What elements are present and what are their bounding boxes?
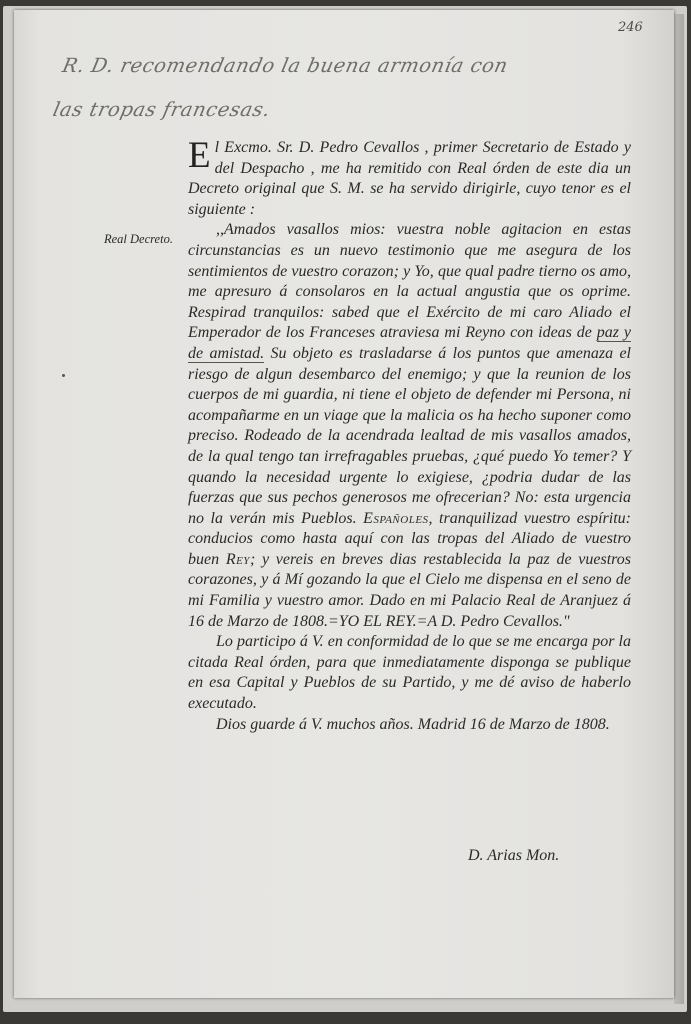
quote-text-1: ,,Amados vasallos mios: vuestra noble agitacion en estas circunstancias es un nuevo testimonio que me asegura de los sentimientos de vuestro corazon; y Yo, que qual padre tierno os amo, me apresuro á consolaros en la actual angustia que os oprime. Respirad tranquilos: sabed que el Exército de mi caro Aliado el Emperador de los Franceses atraviesa mi Reyno con ideas de [188, 221, 631, 342]
paragraph-closing: Dios guarde á V. muchos años. Madrid 16 de Marzo de 1808. [216, 715, 610, 733]
signature: D. Arias Mon. [468, 847, 560, 864]
quote-text-3: , tranquilizad vuestro espíritu: conducios como hasta aquí con las tropas del Aliado de vuestro buen [188, 509, 631, 568]
royal-decree-quote [188, 220, 631, 632]
margin-note: Real Decreto. [104, 232, 173, 246]
ink-speck [62, 374, 65, 377]
decree-intro [188, 135, 631, 220]
handwritten-line-1: R. D. recomendando la buena armonía con [60, 54, 511, 77]
espanoles-word: Españoles [363, 509, 429, 527]
intro-text: l Excmo. Sr. D. Pedro Cevallos , primer Secretario de Estado y del Despacho , me ha remitido con Real órden de este dia un Decreto original que S. M. se ha servido dirigirle, cuyo tenor es el siguiente : [188, 139, 631, 218]
underlined-phrase: paz y de amistad. [188, 324, 631, 362]
handwritten-line-2: las tropas francesas. [50, 98, 273, 121]
handwritten-annotation [49, 44, 668, 132]
quote-text-4: ; y vereis en breves dias restablecida la paz de vuestros corazones, y á Mí gozando la que el Cielo me dispensa en el seno de mi Familia y vuestro amor. Dado en mi Palacio Real de Aranjuez á 16 de Marzo de 1808.=YO EL REY.=A D. Pedro Cevallos." [188, 550, 631, 630]
quote-text-2: Su objeto es trasladarse á los puntos que amenaza el riesgo de algun desembarco del enemigo; y que la reunion de los cuerpos de mi guardia, ni tiene el objeto de defender mi Persona, ni acompañarme en un viage que la malicia os ha hecho suponer como preciso. Rodeado de la acendrada lealtad de mis vasallos amados, de la qual tengo tan irrefragables pruebas, ¿qué puedo Yo temer? Y quando la necesidad urgente lo exigiese, ¿podria dudar de las fuerzas que sus pechos generosos me ofrecerian? No: esta urgencia no la verán mis Pueblos. [188, 344, 631, 527]
drop-cap: E [188, 135, 211, 176]
paragraph-participo: Lo participo á V. en conformidad de lo que se me encarga por la citada Real órden, para que inmediatamente disponga se publique en esa Capital y Pueblos de su Partido, y me dé aviso de haberlo executado. [188, 633, 631, 713]
folio-number: 246 [618, 20, 643, 35]
rey-word: Rey [225, 550, 250, 568]
decree-text [188, 135, 631, 735]
page-edge [674, 14, 684, 1004]
